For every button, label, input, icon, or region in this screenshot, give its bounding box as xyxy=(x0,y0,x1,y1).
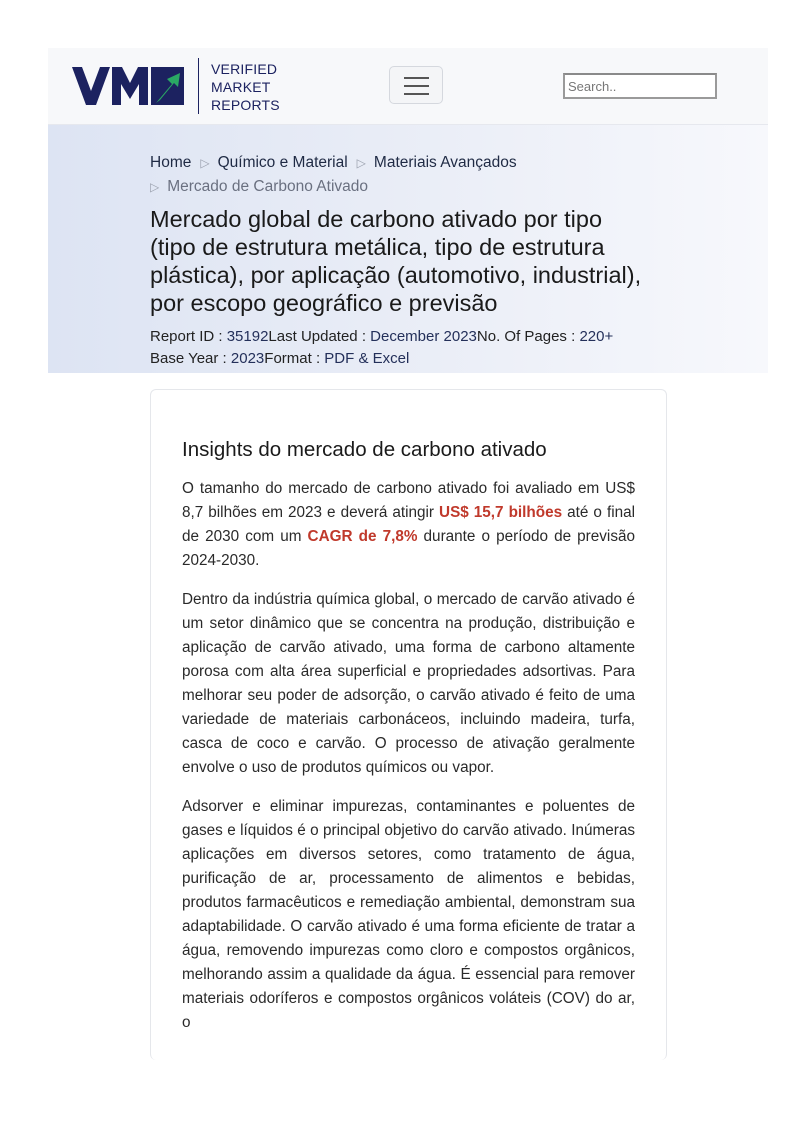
breadcrumb-home[interactable]: Home xyxy=(150,154,192,171)
report-hero xyxy=(48,125,768,373)
logo-line-reports: REPORTS xyxy=(211,97,280,113)
cagr-highlight: CAGR de 7,8% xyxy=(307,528,418,545)
paragraph-text: até o final de 2030 com um xyxy=(182,504,636,545)
insights-heading: Insights do mercado de carbono ativado xyxy=(182,438,547,461)
insights-paragraph-2: Dentro da indústria química global, o mercado de carvão ativado é um setor dinâmico que se concentra na produção, distribuição e aplicação de carvão ativado, uma forma de carbono altamente porosa com alta área superficial e propriedades adsortivas. Para melhorar seu poder de adsorção, o carvão ativado é feito de uma variedade de materiais carbonáceos, incluindo madeira, turfa, casca de coco e carvão. O processo de ativação geralmente envolve o uso de produtos químicos ou vapor. xyxy=(182,591,635,776)
site-header xyxy=(48,48,768,125)
insights-card xyxy=(150,389,667,1060)
logo-line-market: MARKET xyxy=(211,79,271,95)
breadcrumb-current: Mercado de Carbono Ativado xyxy=(167,178,369,195)
vmr-logo-icon[interactable] xyxy=(72,67,184,105)
insights-body xyxy=(182,477,635,1050)
breadcrumb-advanced-materials[interactable]: Materiais Avançados xyxy=(373,154,517,171)
report-meta xyxy=(150,326,670,370)
insights-paragraph-3: Adsorver e eliminar impurezas, contaminantes e poluentes de gases e líquidos é o principal objetivo do carvão ativado. Inúmeras aplicações em diversos setores, como tratamento de água, purificação de ar, processamento de alimentos e bebidas, produtos farmacêuticos e remediação ambiental, demonstram sua adaptabilidade. O carvão ativado é uma forma eficiente de tratar a água, removendo impurezas como cloro e compostos orgânicos, melhorando assim a qualidade da água. É essencial para remover materiais odoríferos e compostos orgânicos voláteis (COV) do ar, o xyxy=(182,798,635,1031)
report-id-label: Report ID : xyxy=(150,328,227,345)
logo-wordmark[interactable] xyxy=(211,60,280,114)
hamburger-menu-button[interactable] xyxy=(389,66,443,104)
pages-value: 220+ xyxy=(579,328,614,345)
report-id-value: 35192 xyxy=(226,328,269,345)
menu-icon xyxy=(404,77,429,79)
format-value: PDF & Excel xyxy=(324,350,410,367)
logo-divider xyxy=(198,58,199,114)
insights-paragraph-1 xyxy=(182,477,635,573)
base-year-label: Base Year : xyxy=(150,350,231,367)
breadcrumb xyxy=(150,151,670,199)
base-year-value: 2023 xyxy=(230,350,265,367)
chevron-right-icon: ▷ xyxy=(200,156,210,170)
search-input[interactable] xyxy=(563,73,717,99)
market-value-highlight: US$ 15,7 bilhões xyxy=(439,504,563,521)
last-updated-label: Last Updated : xyxy=(268,328,371,345)
breadcrumb-chemical-material[interactable]: Químico e Material xyxy=(217,154,348,171)
last-updated-value: December 2023 xyxy=(370,328,477,345)
logo-line-verified: VERIFIED xyxy=(211,61,278,77)
page-title: Mercado global de carbono ativado por tipo (tipo de estrutura metálica, tipo de estrutura plástica), por aplicação (automotivo, industrial), por escopo geográfico e previsão xyxy=(150,206,642,316)
pages-label: No. Of Pages : xyxy=(476,328,580,345)
format-label: Format : xyxy=(264,350,325,367)
paragraph-text: O tamanho do mercado de carbono ativado foi avaliado em US$ 8,7 bilhões em 2023 e deverá atingir xyxy=(182,480,635,521)
chevron-right-icon: ▷ xyxy=(150,180,160,194)
paragraph-text: durante o período de previsão 2024-2030. xyxy=(182,528,635,569)
chevron-right-icon: ▷ xyxy=(356,156,366,170)
menu-icon-bar xyxy=(404,85,429,87)
menu-icon-bar xyxy=(404,93,429,95)
